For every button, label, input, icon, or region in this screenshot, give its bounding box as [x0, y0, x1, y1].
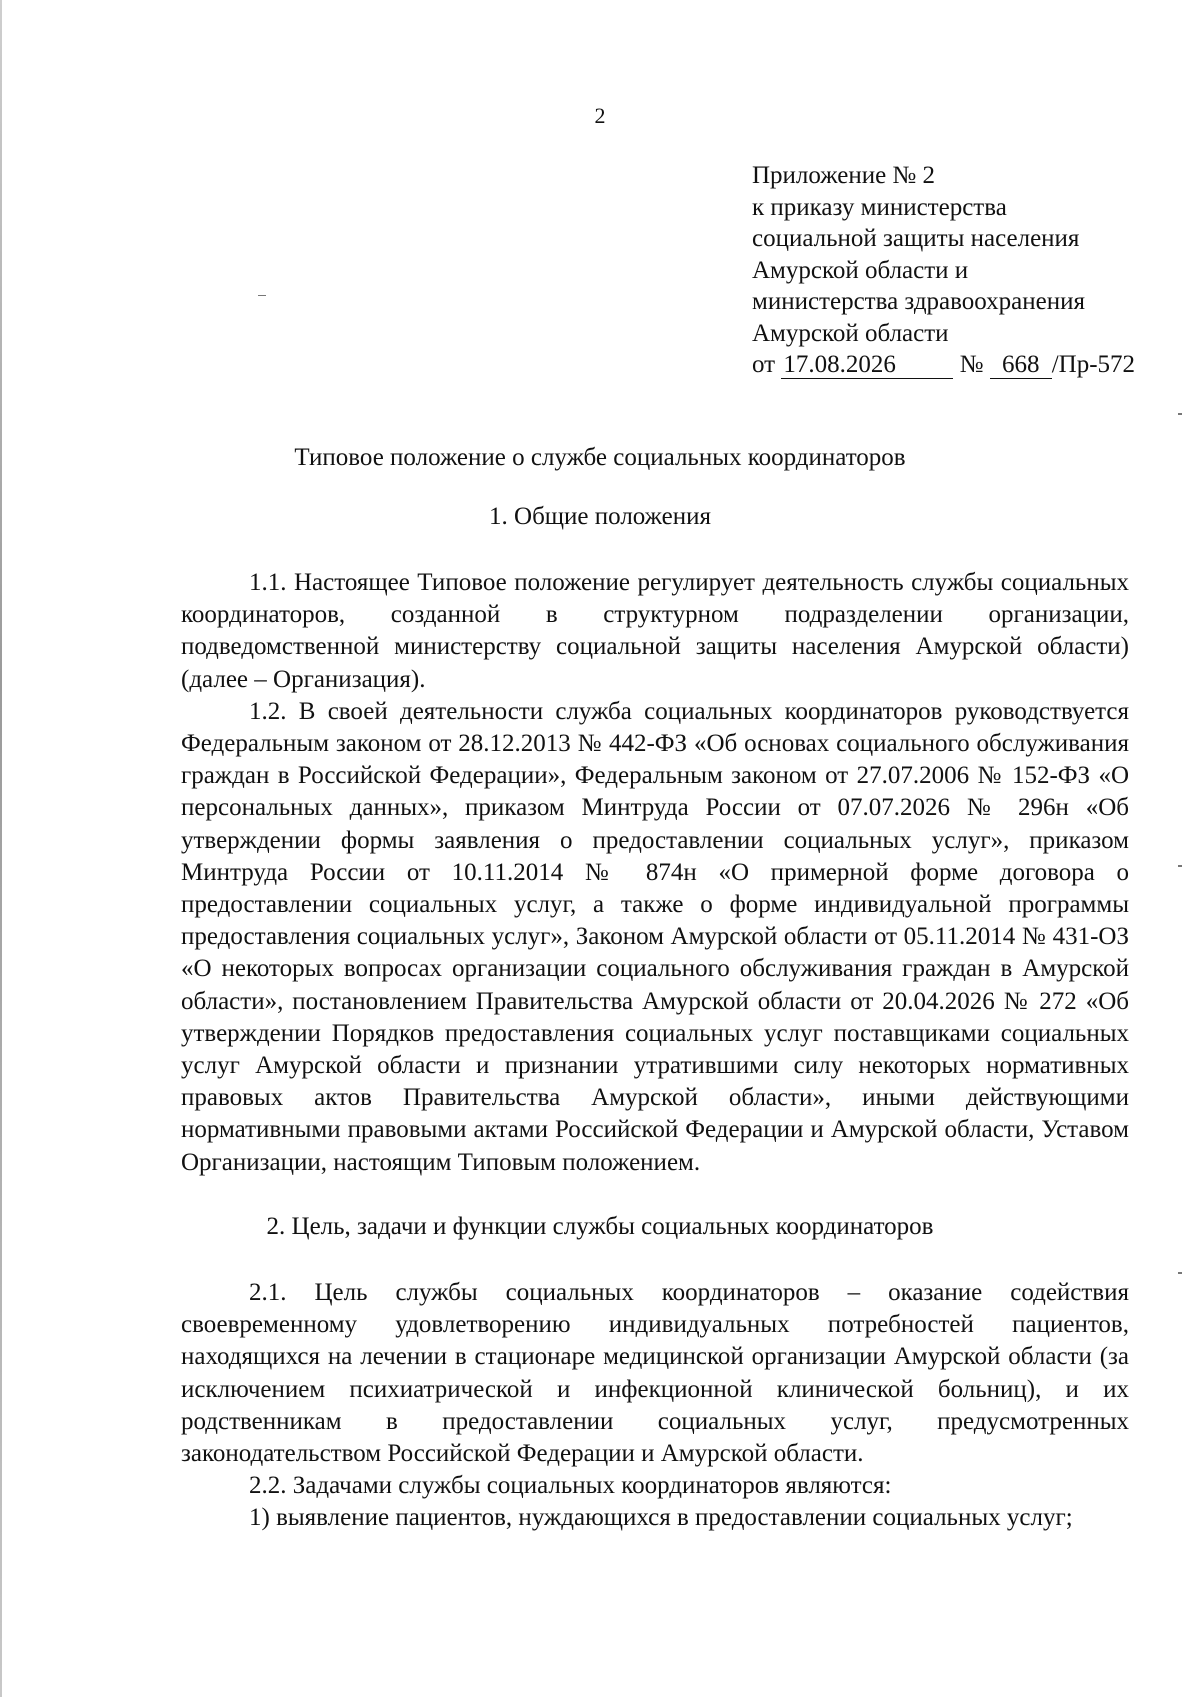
list-item-1: 1) выявление пациентов, нуждающихся в предоставлении социальных услуг; — [249, 1504, 1073, 1532]
scan-artifact — [1178, 413, 1182, 415]
scan-edge — [0, 0, 2, 1697]
document-title: Типовое положение о службе социальных координаторов — [294, 444, 906, 471]
section-1-heading: 1. Общие положения — [489, 503, 711, 530]
order-date: 17.08.2026 — [781, 352, 953, 379]
section-1-body — [181, 567, 1129, 1179]
section-2-heading: 2. Цель, задачи и функции службы социальных координаторов — [266, 1213, 934, 1240]
date-prefix: от — [752, 351, 776, 378]
appendix-block — [752, 160, 1172, 381]
appendix-line: Амурской области и — [752, 256, 969, 284]
paragraph-1-2: 1.2. В своей деятельности служба социальных координаторов руководствуется Федеральным законом от 28.12.2013 № 442-ФЗ «Об основах социального обслуживания граждан в Российской Федерации», Федеральным законом от 27.07.2006 № 152-ФЗ «О персональных данных», приказом Минтруда России от 07.07.2026 № 296н «Об утверждении формы заявления о предоставлении социальных услуг», приказом Минтруда России от 10.11.2014 № 874н «О примерной форме договора о предоставлении социальных услуг, а также о форме индивидуальной программы предоставления социальных услуг», Законом Амурской области от 05.11.2014 № 431-ОЗ «О некоторых вопросах организации социального обслуживания граждан в Амурской области», постановлением Правительства Амурской области от 20.04.2026 № 272 «Об утверждении Порядков предоставления социальных услуг поставщиками социальных услуг Амурской области и признании утратившими силу некоторых нормативных правовых актов Правительства Амурской области», иными действующими нормативными правовыми актами Российской Федерации и Амурской области, Уставом Организации, настоящим Типовым положением. — [181, 697, 1129, 1176]
scan-artifact — [258, 295, 266, 296]
section-2-body — [181, 1277, 1129, 1535]
order-number-suffix: /Пр-572 — [1051, 351, 1136, 378]
number-sign: № — [959, 351, 984, 378]
appendix-line: министерства здравоохранения — [752, 288, 1085, 315]
page-number: 2 — [594, 103, 606, 128]
appendix-line: Амурской области — [752, 319, 949, 347]
appendix-line: к приказу министерства — [752, 193, 1007, 221]
scan-artifact — [1178, 1272, 1182, 1274]
paragraph-1-1: 1.1. Настоящее Типовое положение регулирует деятельность службы социальных координаторов, созданной в структурном подразделении организации, подведомственной министерству социальной защиты населения Амурской области) (далее – Организация). — [181, 569, 1129, 693]
appendix-line: Приложение № 2 — [752, 162, 936, 189]
appendix-line: социальной защиты населения — [752, 225, 1080, 252]
order-date-number-line — [752, 349, 1172, 381]
paragraph-2-1: 2.1. Цель службы социальных координаторов – оказание содействия своевременному удовлетворению индивидуальных потребностей пациентов, находящихся на лечении в стационаре медицинской организации Амурской области (за исключением психиатрической и инфекционной клинической больниц), и их родственникам в предоставлении социальных услуг, предусмотренных законодательством Российской Федерации и Амурской области. — [181, 1279, 1129, 1468]
paragraph-2-2: 2.2. Задачами службы социальных координаторов являются: — [249, 1472, 892, 1500]
scan-artifact — [1178, 865, 1182, 867]
order-number: 668 — [990, 352, 1052, 379]
